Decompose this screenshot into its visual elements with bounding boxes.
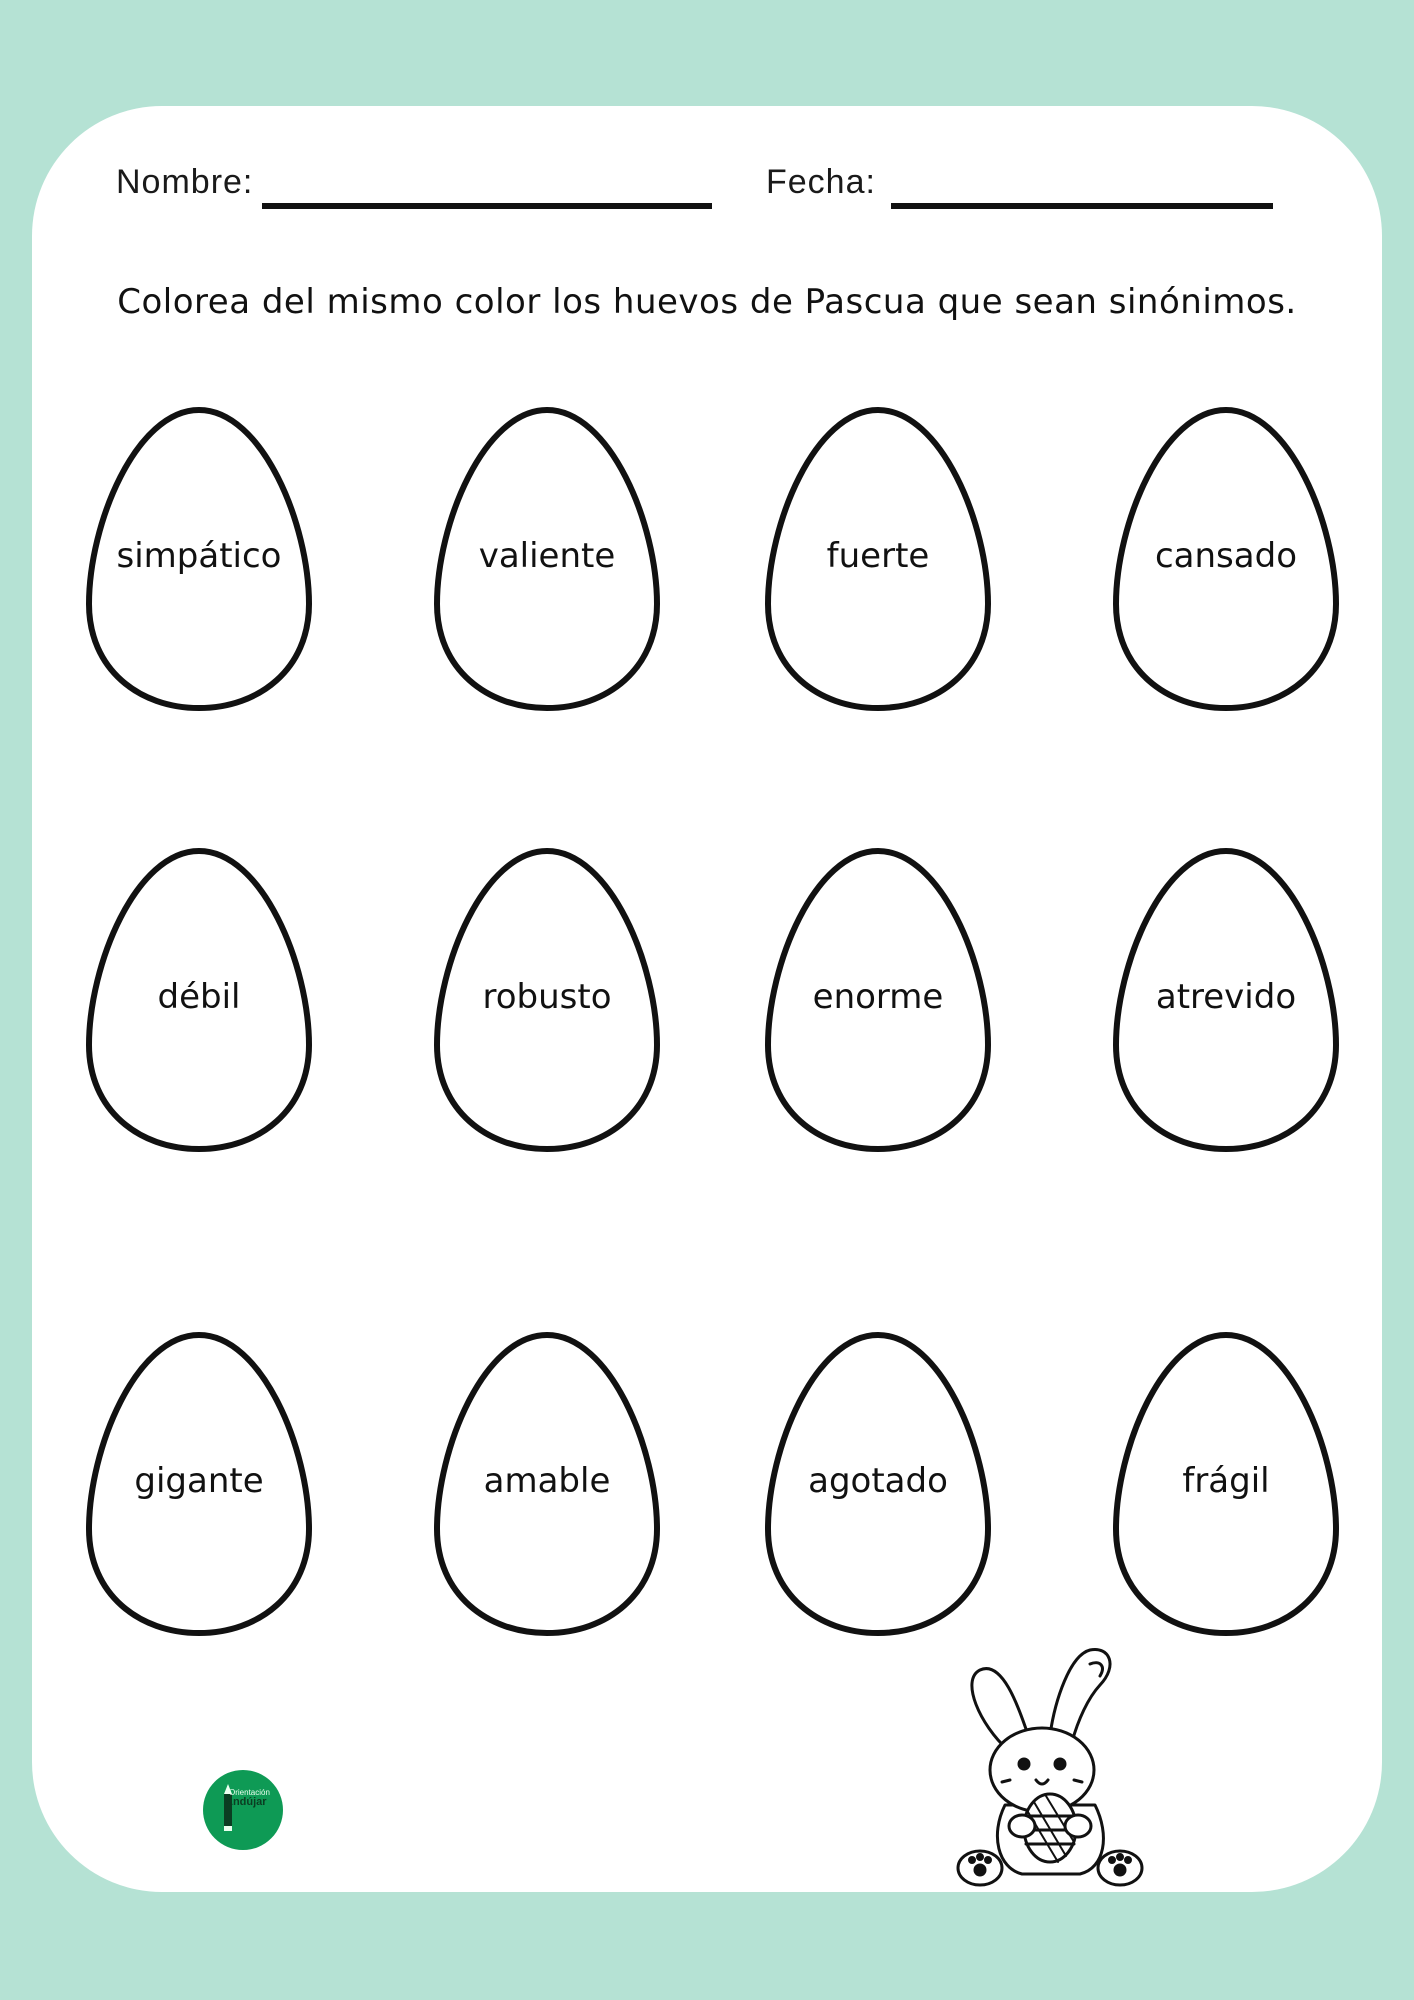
easter-bunny-icon (950, 1630, 1150, 1890)
egg-card[interactable] (1111, 845, 1341, 1155)
egg-card[interactable] (84, 845, 314, 1155)
egg-word: frágil (1182, 1461, 1270, 1501)
egg-word: simpático (116, 536, 282, 576)
egg-card[interactable] (763, 404, 993, 714)
egg-word: enorme (812, 977, 944, 1017)
egg-card[interactable] (1111, 404, 1341, 714)
egg-card[interactable] (432, 845, 662, 1155)
pencil-logo-icon (203, 1770, 283, 1850)
egg-word: cansado (1154, 536, 1297, 576)
egg-word: valiente (478, 536, 616, 576)
egg-word: agotado (808, 1461, 948, 1501)
name-field-line[interactable] (262, 203, 712, 209)
logo-text-main: Andújar (225, 1796, 267, 1808)
instruction-text: Colorea del mismo color los huevos de Pascua que sean sinónimos. (117, 282, 1297, 322)
logo-text-top: Orientación (229, 1788, 270, 1797)
date-label: Fecha: (766, 163, 876, 201)
logo (203, 1770, 283, 1850)
easter-bunny (950, 1630, 1150, 1894)
egg-card[interactable] (432, 1329, 662, 1639)
egg-card[interactable] (432, 404, 662, 714)
egg-word: fuerte (826, 536, 930, 576)
egg-card[interactable] (763, 1329, 993, 1639)
egg-card[interactable] (763, 845, 993, 1155)
egg-word: amable (483, 1461, 611, 1501)
egg-card[interactable] (84, 404, 314, 714)
name-label: Nombre: (116, 163, 254, 201)
egg-word: atrevido (1155, 977, 1297, 1017)
egg-word: débil (157, 977, 241, 1017)
date-field-line[interactable] (891, 203, 1273, 209)
egg-card[interactable] (84, 1329, 314, 1639)
egg-card[interactable] (1111, 1329, 1341, 1639)
egg-word: robusto (482, 977, 612, 1017)
egg-word: gigante (134, 1461, 264, 1501)
